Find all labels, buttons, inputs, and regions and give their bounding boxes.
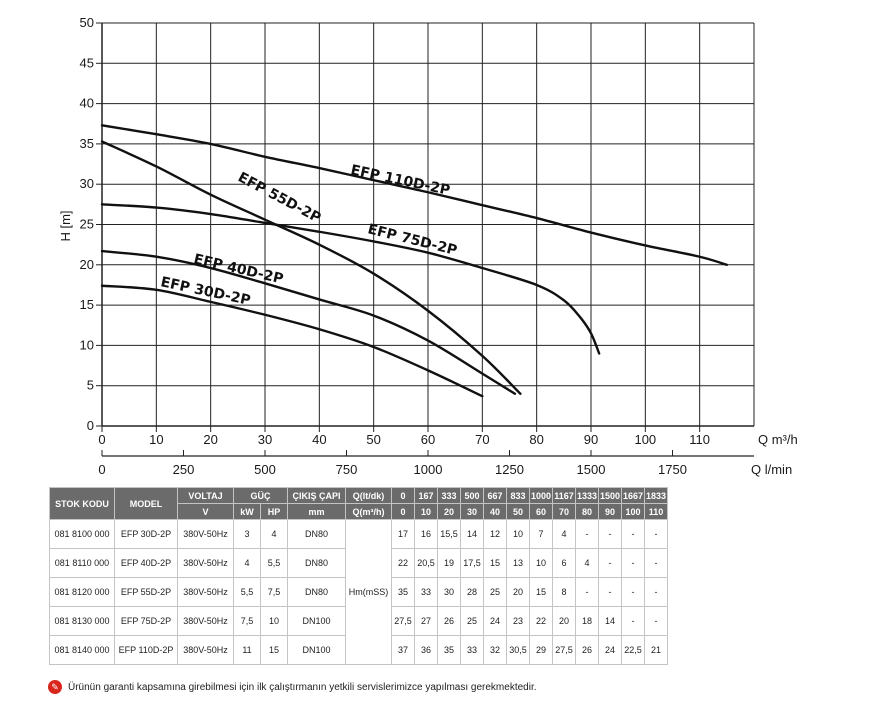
- table-row: [50, 520, 668, 549]
- curve-label-efp-55d-2p: EFP 55D-2P: [235, 169, 324, 227]
- x-tick-label-m3h: 80: [529, 432, 544, 447]
- x-tick-label-lmin: 500: [254, 462, 276, 477]
- cell-head-value: 25: [461, 607, 484, 636]
- curve-label-efp-75d-2p: EFP 75D-2P: [366, 221, 459, 260]
- cell-kw: 7,5: [234, 607, 261, 636]
- cell-head-value: 16: [415, 520, 438, 549]
- cell-head-value: 8: [553, 578, 576, 607]
- header-power: GÜÇ: [234, 488, 288, 504]
- cell-head-value: 14: [461, 520, 484, 549]
- cell-head-value: 6: [553, 549, 576, 578]
- x-tick-label-lmin: 1000: [413, 462, 443, 477]
- header-flow-lmin: 1000: [530, 488, 553, 504]
- cell-head-value: 20: [553, 607, 576, 636]
- header-voltage-unit: V: [178, 504, 234, 520]
- y-axis-label: H [m]: [58, 210, 73, 242]
- cell-head-value: -: [599, 520, 622, 549]
- chart-grid: [102, 23, 754, 426]
- header-flow-lmin: 833: [507, 488, 530, 504]
- header-flow-m3h: 50: [507, 504, 530, 520]
- cell-model: EFP 75D-2P: [115, 607, 178, 636]
- header-flow-m3h: 80: [576, 504, 599, 520]
- cell-head-value: 20: [507, 578, 530, 607]
- cell-kw: 5,5: [234, 578, 261, 607]
- cell-head-value: -: [622, 549, 645, 578]
- pump-spec-table: [49, 487, 668, 665]
- curve-label-efp-30d-2p: EFP 30D-2P: [159, 274, 252, 309]
- cell-head-value: 17,5: [461, 549, 484, 578]
- x-tick-label-lmin: 250: [172, 462, 195, 477]
- y-tick-label: 50: [79, 15, 94, 30]
- cell-head-value: -: [645, 607, 668, 636]
- header-flow-lmin: 1500: [599, 488, 622, 504]
- header-outlet-unit: mm: [288, 504, 346, 520]
- y-tick-label: 45: [79, 55, 94, 71]
- x-axis-label-lmin: Q l/min: [751, 462, 793, 477]
- cell-head-value: 25: [484, 578, 507, 607]
- cell-head-value: -: [599, 549, 622, 578]
- cell-head-value: 27,5: [392, 607, 415, 636]
- header-model: MODEL: [115, 488, 178, 520]
- header-flow-m3h: 30: [461, 504, 484, 520]
- cell-voltage: 380V-50Hz: [178, 607, 234, 636]
- cell-stock-code: 081 8130 000: [50, 607, 115, 636]
- header-flow-lmin: 500: [461, 488, 484, 504]
- cell-head-value: 37: [392, 636, 415, 665]
- cell-head-value: 30: [438, 578, 461, 607]
- curve-efp-55d-2p: [102, 141, 520, 393]
- header-flow-lmin: 1333: [576, 488, 599, 504]
- x-tick-label-m3h: 90: [583, 432, 599, 447]
- warranty-note: [48, 680, 537, 694]
- cell-head-value: 24: [599, 636, 622, 665]
- cell-head-value: -: [599, 578, 622, 607]
- header-stock-code: STOK KODU: [50, 488, 115, 520]
- cell-head-value: -: [576, 520, 599, 549]
- header-q-m3h: Q(m³/h): [346, 504, 392, 520]
- cell-stock-code: 081 8110 000: [50, 549, 115, 578]
- y-tick-label: 5: [86, 377, 94, 393]
- cell-voltage: 380V-50Hz: [178, 636, 234, 665]
- cell-stock-code: 081 8100 000: [50, 520, 115, 549]
- cell-kw: 11: [234, 636, 261, 665]
- cell-head-value: 13: [507, 549, 530, 578]
- x-tick-label-lmin: 1500: [576, 462, 606, 477]
- x-tick-label-m3h: 20: [203, 432, 218, 447]
- cell-head-value: -: [622, 578, 645, 607]
- header-flow-lmin: 1667: [622, 488, 645, 504]
- header-flow-m3h: 20: [438, 504, 461, 520]
- x-tick-label-lmin: 1750: [658, 462, 687, 477]
- header-flow-lmin: 1833: [645, 488, 668, 504]
- cell-hp: 15: [261, 636, 288, 665]
- header-outlet: ÇIKIŞ ÇAPI: [288, 488, 346, 504]
- header-hp: HP: [261, 504, 288, 520]
- cell-head-value: 19: [438, 549, 461, 578]
- y-tick-label: 20: [79, 256, 94, 272]
- cell-head-value: 33: [461, 636, 484, 665]
- header-flow-lmin: 167: [415, 488, 438, 504]
- cell-head-value: 17: [392, 520, 415, 549]
- curve-efp-30d-2p: [102, 286, 482, 396]
- cell-head-value: 22: [392, 549, 415, 578]
- cell-head-value: 15: [530, 578, 553, 607]
- cell-head-value: 18: [576, 607, 599, 636]
- cell-hp: 5,5: [261, 549, 288, 578]
- y-tick-label: 0: [86, 418, 94, 433]
- y-tick-label: 10: [79, 337, 94, 353]
- cell-model: EFP 40D-2P: [115, 549, 178, 578]
- cell-outlet: DN100: [288, 636, 346, 665]
- header-flow-m3h: 40: [484, 504, 507, 520]
- x-tick-label-m3h: 30: [257, 432, 273, 447]
- curve-label-efp-110d-2p: EFP 110D-2P: [349, 162, 452, 199]
- header-flow-m3h: 100: [622, 504, 645, 520]
- x-tick-label-m3h: 110: [689, 432, 711, 447]
- header-flow-m3h: 0: [392, 504, 415, 520]
- cell-head-value: 33: [415, 578, 438, 607]
- wrench-icon: ✎: [48, 680, 62, 694]
- cell-head-value: 15,5: [438, 520, 461, 549]
- cell-voltage: 380V-50Hz: [178, 549, 234, 578]
- curve-label-efp-40d-2p: EFP 40D-2P: [192, 251, 285, 288]
- cell-head-value: -: [645, 549, 668, 578]
- y-tick-label: 40: [79, 95, 94, 111]
- x-axis-label-m3h: Q m³/h: [758, 432, 798, 447]
- x-tick-label-lmin: 0: [98, 462, 106, 477]
- header-voltage: VOLTAJ: [178, 488, 234, 504]
- x-tick-label-m3h: 40: [312, 432, 327, 447]
- y-tick-label: 15: [79, 297, 94, 313]
- cell-head-value: 10: [507, 520, 530, 549]
- cell-hm-label: Hm(mSS): [346, 520, 392, 665]
- header-kw: kW: [234, 504, 261, 520]
- cell-head-value: -: [645, 520, 668, 549]
- cell-outlet: DN80: [288, 578, 346, 607]
- y-tick-label: 30: [79, 176, 94, 192]
- cell-head-value: 32: [484, 636, 507, 665]
- header-flow-m3h: 10: [415, 504, 438, 520]
- x-tick-label-m3h: 60: [420, 432, 436, 447]
- x-tick-label-m3h: 0: [98, 432, 106, 447]
- cell-head-value: 27,5: [553, 636, 576, 665]
- cell-kw: 4: [234, 549, 261, 578]
- cell-head-value: 35: [438, 636, 461, 665]
- x-tick-label-lmin: 1250: [495, 462, 524, 477]
- cell-head-value: 23: [507, 607, 530, 636]
- cell-model: EFP 110D-2P: [115, 636, 178, 665]
- cell-head-value: 4: [553, 520, 576, 549]
- cell-head-value: 4: [576, 549, 599, 578]
- x-tick-label-m3h: 50: [366, 432, 381, 447]
- cell-head-value: 26: [576, 636, 599, 665]
- header-flow-m3h: 90: [599, 504, 622, 520]
- cell-head-value: 28: [461, 578, 484, 607]
- cell-head-value: 10: [530, 549, 553, 578]
- x-tick-label-lmin: 750: [335, 462, 358, 477]
- cell-head-value: 22: [530, 607, 553, 636]
- x-tick-label-m3h: 10: [149, 432, 164, 447]
- cell-head-value: -: [622, 607, 645, 636]
- x-tick-label-m3h: 70: [475, 432, 490, 447]
- header-flow-lmin: 333: [438, 488, 461, 504]
- cell-hp: 4: [261, 520, 288, 549]
- cell-head-value: 24: [484, 607, 507, 636]
- header-flow-m3h: 60: [530, 504, 553, 520]
- cell-head-value: 7: [530, 520, 553, 549]
- header-flow-lmin: 1167: [553, 488, 576, 504]
- cell-head-value: 35: [392, 578, 415, 607]
- cell-head-value: 36: [415, 636, 438, 665]
- y-tick-label: 35: [79, 135, 94, 151]
- x-tick-label-m3h: 100: [634, 432, 657, 447]
- cell-outlet: DN80: [288, 520, 346, 549]
- cell-head-value: -: [645, 578, 668, 607]
- cell-hp: 7,5: [261, 578, 288, 607]
- cell-head-value: 26: [438, 607, 461, 636]
- cell-head-value: 14: [599, 607, 622, 636]
- y-tick-label: 25: [79, 216, 94, 232]
- cell-head-value: -: [622, 520, 645, 549]
- cell-head-value: 29: [530, 636, 553, 665]
- cell-head-value: 22,5: [622, 636, 645, 665]
- header-q-ltdk: Q(lt/dk): [346, 488, 392, 504]
- cell-head-value: 15: [484, 549, 507, 578]
- cell-head-value: 20,5: [415, 549, 438, 578]
- cell-voltage: 380V-50Hz: [178, 578, 234, 607]
- cell-stock-code: 081 8120 000: [50, 578, 115, 607]
- cell-hp: 10: [261, 607, 288, 636]
- header-flow-m3h: 70: [553, 504, 576, 520]
- curve-efp-40d-2p: [102, 251, 515, 394]
- cell-outlet: DN80: [288, 549, 346, 578]
- cell-stock-code: 081 8140 000: [50, 636, 115, 665]
- cell-voltage: 380V-50Hz: [178, 520, 234, 549]
- cell-head-value: 21: [645, 636, 668, 665]
- cell-head-value: -: [576, 578, 599, 607]
- cell-head-value: 27: [415, 607, 438, 636]
- warranty-note-text: Ürünün garanti kapsamına girebilmesi için ilk çalıştırmanın yetkili servislerimizce yapılması gerekmektedir.: [68, 681, 537, 693]
- cell-outlet: DN100: [288, 607, 346, 636]
- header-flow-m3h: 110: [645, 504, 668, 520]
- header-flow-lmin: 667: [484, 488, 507, 504]
- cell-model: EFP 30D-2P: [115, 520, 178, 549]
- cell-kw: 3: [234, 520, 261, 549]
- header-flow-lmin: 0: [392, 488, 415, 504]
- cell-head-value: 12: [484, 520, 507, 549]
- cell-head-value: 30,5: [507, 636, 530, 665]
- cell-model: EFP 55D-2P: [115, 578, 178, 607]
